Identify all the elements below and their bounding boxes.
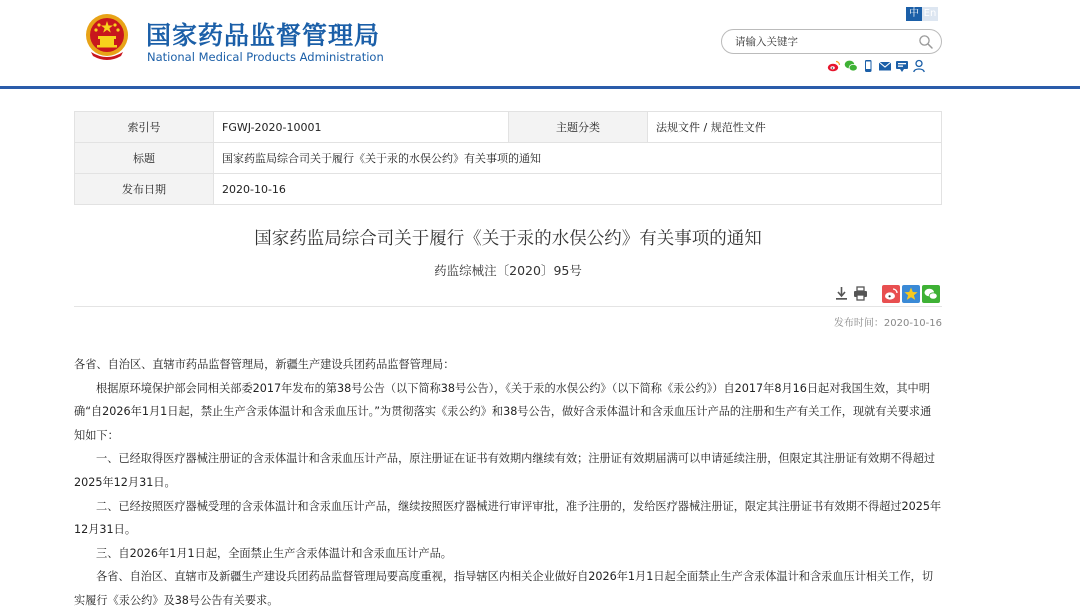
date-label: 发布日期 (75, 174, 214, 205)
publish-time-divider (74, 306, 942, 307)
user-icon[interactable] (912, 58, 926, 72)
social-links (827, 58, 926, 72)
table-row (75, 174, 942, 205)
mobile-icon[interactable] (861, 58, 875, 72)
article-paragraph: 各省、自治区、直辖市药品监督管理局，新疆生产建设兵团药品监督管理局： (74, 358, 455, 371)
article-paragraph: 一、已经取得医疗器械注册证的含汞体温计和含汞血压计产品，原注册证在证书有效期内继续有效；注册证有效期届满可以申请延续注册，但限定其注册证有效期不得超过2025年12月31日。 (74, 452, 936, 489)
download-icon[interactable] (833, 285, 850, 302)
lang-zh-button[interactable]: 中 (906, 7, 922, 21)
weibo-icon[interactable] (827, 58, 841, 72)
lang-en-button[interactable]: En (923, 8, 937, 19)
index-value: FGWJ-2020-10001 (214, 112, 509, 143)
article-body (74, 353, 942, 613)
site-name-en[interactable]: National Medical Products Administration (147, 50, 384, 64)
site-name-cn[interactable]: 国家药品监督管理局 (146, 21, 381, 50)
print-icon[interactable] (852, 285, 869, 302)
category-value: 法规文件 / 规范性文件 (648, 112, 942, 143)
article-paragraph: 二、已经按照医疗器械受理的含汞体温计和含汞血压计产品，继续按照医疗器械进行审评审批，准予注册的，发给医疗器械注册证，限定其注册证书有效期不得超过2025年12月31日。 (74, 499, 942, 537)
share-buttons (882, 285, 940, 303)
national-emblem-icon[interactable] (83, 12, 131, 62)
header-divider (0, 86, 1080, 89)
language-switch (906, 7, 938, 21)
qzone-share-icon[interactable] (902, 285, 920, 303)
document-info-table (74, 111, 942, 205)
publish-time: 发布时间：2020-10-16 (833, 318, 942, 329)
mail-icon[interactable] (878, 58, 892, 72)
site-header (0, 0, 1080, 88)
index-label: 索引号 (75, 112, 214, 143)
feedback-icon[interactable] (895, 58, 909, 72)
article-paragraph: 各省、自治区、直辖市及新疆生产建设兵团药品监督管理局要高度重视，指导辖区内相关企业做好自2026年1月1日起全面禁止生产含汞体温计和含汞血压计相关工作，切实履行《汞公约》及38号公告有关要求。 (74, 570, 934, 607)
search-icon[interactable] (918, 34, 934, 50)
article-paragraph: 根据原环境保护部会同相关部委2017年发布的第38号公告（以下简称38号公告），《关于汞的水俣公约》（以下简称《汞公约》）自2017年8月16日起对我国生效，其中明确“自2026年1月1日起，禁止生产含汞体温计和含汞血压计。”为贯彻落实《汞公约》和38号公告，做好含汞体温计和含汞血压计产品的注册和生产有关工作，现就有关要求通知如下： (74, 381, 932, 442)
wechat-share-icon[interactable] (922, 285, 940, 303)
search-box (721, 29, 942, 54)
wechat-icon[interactable] (844, 58, 858, 72)
document-number: 药监综械注〔2020〕95号 (434, 263, 582, 278)
article-tools (833, 285, 869, 302)
date-value: 2020-10-16 (214, 174, 942, 205)
table-row (75, 112, 942, 143)
table-row (75, 143, 942, 174)
weibo-share-icon[interactable] (882, 285, 900, 303)
article-paragraph: 三、自2026年1月1日起，全面禁止生产含汞体温计和含汞血压计产品。 (96, 546, 452, 560)
title-label: 标题 (75, 143, 214, 174)
search-input[interactable] (735, 34, 915, 50)
title-value: 国家药监局综合司关于履行《关于汞的水俣公约》有关事项的通知 (214, 143, 942, 174)
article-title: 国家药监局综合司关于履行《关于汞的水俣公约》有关事项的通知 (254, 229, 762, 249)
category-label: 主题分类 (509, 112, 648, 143)
